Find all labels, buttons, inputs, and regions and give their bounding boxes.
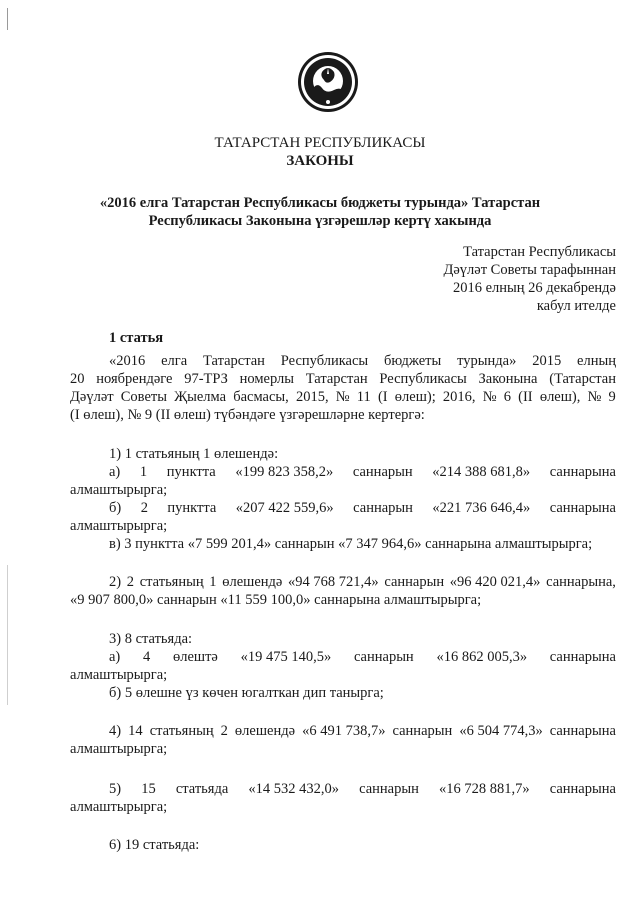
word-token: Советы xyxy=(120,389,167,405)
word-token: 2015, xyxy=(295,389,329,405)
point-1-a-cont: алмаштырырга; xyxy=(70,482,168,498)
word-token: өлеш); xyxy=(394,389,436,405)
law-title-line-1: «2016 елга Татарстан Республикасы бюджеты турында» Татарстан xyxy=(99,195,541,211)
word-token: (II xyxy=(518,389,533,405)
word-token: Җыелма xyxy=(174,389,227,405)
adoption-line-4: кабул ителде xyxy=(536,298,616,314)
word-token: № xyxy=(587,389,602,405)
word-token: 6 xyxy=(503,389,511,405)
word-token: елның xyxy=(577,353,616,369)
word-token: саннарын xyxy=(392,723,453,739)
word-token: пунктта xyxy=(167,500,217,516)
word-token: «19 475 140,5» xyxy=(240,649,332,665)
point-3-a-cont: алмаштырырга; xyxy=(70,667,168,683)
word-token: № xyxy=(335,389,350,405)
word-token: саннарына xyxy=(549,500,616,516)
word-token: 4) xyxy=(109,723,122,739)
intro-line-4: (I өлеш), № 9 (II өлеш) түбәндәге үзгәрешләрне кертергә: xyxy=(70,407,425,423)
word-token: 15 xyxy=(141,781,156,797)
point-1-b-cont: алмаштырырга; xyxy=(70,518,168,534)
adoption-line-1: Татарстан Республикасы xyxy=(463,244,616,260)
point-3-b: б) 5 өлешне үз көчен югалткан дип танырга; xyxy=(109,685,384,701)
word-token: саннарына xyxy=(549,723,616,739)
word-token: 2 xyxy=(126,574,135,590)
word-token: б) xyxy=(109,500,122,516)
word-token: 1 xyxy=(209,574,217,590)
word-token: статьяда xyxy=(175,781,229,797)
word-token: 97-ТРЗ xyxy=(184,371,228,387)
law-title-line-2: Республикасы Законына үзгәрешләр кертү хакында xyxy=(148,213,492,229)
word-token: а) xyxy=(109,464,121,480)
word-token: 2) xyxy=(109,574,122,590)
word-token: Татарстан xyxy=(203,353,265,369)
word-token: 5) xyxy=(109,781,122,797)
word-token: саннарын xyxy=(353,500,413,516)
word-token: саннарына, xyxy=(546,574,616,590)
word-token: өлештә xyxy=(172,649,218,665)
word-token: ноябрендәге xyxy=(96,371,173,387)
word-token: «6 504 774,3» xyxy=(459,723,543,739)
tatarstan-emblem-icon xyxy=(296,50,360,114)
word-token: 2 xyxy=(220,723,228,739)
word-token: 14 xyxy=(128,723,143,739)
point-4-line-1 xyxy=(109,722,616,740)
word-token: «96 420 021,4» xyxy=(449,574,541,590)
word-token: 20 xyxy=(70,371,85,387)
word-token: саннарына xyxy=(549,464,616,480)
word-token: бюджеты xyxy=(384,353,442,369)
word-token: турында» xyxy=(457,353,517,369)
article-heading: 1 статья xyxy=(109,330,164,346)
point-2-line-2: «9 907 800,0» саннарын «11 559 100,0» саннарына алмаштырырга; xyxy=(70,592,482,608)
word-token: пунктта xyxy=(166,464,216,480)
intro-line-1 xyxy=(109,352,616,370)
word-token: 2 xyxy=(140,500,148,516)
word-token: елга xyxy=(161,353,188,369)
word-token: статьяның xyxy=(139,574,204,590)
intro-line-3 xyxy=(70,388,616,406)
word-token: Республикасы xyxy=(280,353,369,369)
scan-margin-mark xyxy=(7,565,8,705)
word-token: саннарын xyxy=(353,649,414,665)
law-heading: ЗАКОНЫ xyxy=(286,153,354,169)
word-token: өлешендә xyxy=(234,723,296,739)
point-1-c: в) 3 пунктта «7 599 201,4» саннарын «7 347 964,6» саннарына алмаштырырга; xyxy=(109,536,593,552)
point-1-b xyxy=(109,499,616,517)
word-token: Татарстан xyxy=(305,371,368,387)
word-token: саннарына xyxy=(549,781,616,797)
word-token: номерлы xyxy=(239,371,295,387)
word-token: Дәүләт xyxy=(70,389,114,405)
word-token: «14 532 432,0» xyxy=(248,781,339,797)
word-token: саннарын xyxy=(384,574,445,590)
word-token: «214 388 681,8» xyxy=(432,464,531,480)
word-token: статьяның xyxy=(149,723,214,739)
word-token: Законына xyxy=(478,371,538,387)
word-token: өлеш), xyxy=(539,389,581,405)
word-token: (Татарстан xyxy=(549,371,616,387)
scan-margin-mark xyxy=(7,8,8,30)
word-token: 11 xyxy=(356,389,371,405)
word-token: саннарына xyxy=(549,649,616,665)
word-token: а) xyxy=(109,649,121,665)
point-3-a xyxy=(109,648,616,666)
word-token: 2016, xyxy=(442,389,476,405)
republic-heading: ТАТАРСТАН РЕСПУБЛИКАСЫ xyxy=(214,135,426,151)
word-token: 1 xyxy=(139,464,148,480)
word-token: саннарын xyxy=(352,464,413,480)
word-token: «199 823 358,2» xyxy=(235,464,334,480)
word-token: «16 728 881,7» xyxy=(438,781,530,797)
point-6-title: 6) 19 статьяда: xyxy=(109,837,200,853)
word-token: «221 736 646,4» xyxy=(432,500,531,516)
word-token: «207 422 559,6» xyxy=(235,500,334,516)
point-1-a xyxy=(109,463,616,481)
word-token: 2015 xyxy=(532,353,562,369)
point-5-line-2: алмаштырырга; xyxy=(70,799,168,815)
word-token: «2016 xyxy=(109,353,146,369)
word-token: Республикасы xyxy=(379,371,467,387)
point-4-line-2: алмаштырырга; xyxy=(70,741,168,757)
point-1-title: 1) 1 статьяның 1 өлешендә: xyxy=(109,446,279,462)
word-token: «16 862 005,3» xyxy=(436,649,528,665)
word-token: (I xyxy=(377,389,388,405)
adoption-line-2: Дәүләт Советы тарафыннан xyxy=(443,262,616,278)
word-token: 9 xyxy=(608,389,616,405)
word-token: «94 768 721,4» xyxy=(288,574,379,590)
adoption-line-3: 2016 елның 26 декабрендә xyxy=(452,280,616,296)
word-token: «6 491 738,7» xyxy=(302,723,386,739)
point-2-line-1 xyxy=(109,573,616,591)
word-token: № xyxy=(482,389,497,405)
point-5-line-1 xyxy=(109,780,616,798)
word-token: өлешендә xyxy=(222,574,283,590)
word-token: басмасы, xyxy=(233,389,289,405)
word-token: саннарын xyxy=(359,781,419,797)
word-token: 4 xyxy=(143,649,151,665)
intro-line-2 xyxy=(70,370,616,388)
point-3-title: 3) 8 статьяда: xyxy=(109,631,193,647)
